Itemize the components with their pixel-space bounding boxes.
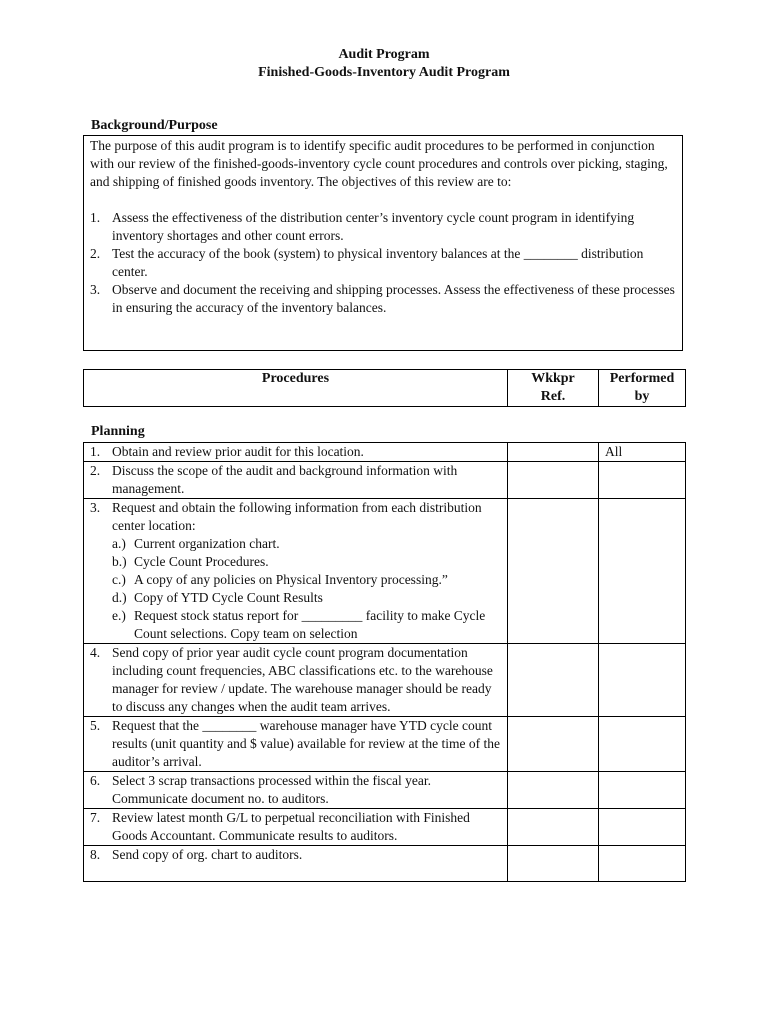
procedures-column-header: Procedures [84,370,508,407]
table-row [84,499,686,644]
performed-by-cell [599,644,686,717]
wkkpr-ref-cell [508,462,599,499]
sub-item-text: Current organization chart. [134,536,280,551]
sub-item [112,589,501,607]
purpose-intro: The purpose of this audit program is to identify specific audit procedures to be performed in conjunction with our review of the finished-goods-inventory cycle count procedures and controls over picking, staging, and shipping of finished goods inventory. The objectives of this review are to: [90,138,668,189]
page-subtitle: Finished-Goods-Inventory Audit Program [258,65,510,80]
procedure-cell [84,846,508,882]
purpose-box [83,135,683,351]
performed-by-cell [599,717,686,772]
procedure-cell [84,462,508,499]
step-text: Request and obtain the following information from each distribution center location: [112,500,482,533]
step-number: 7. [90,810,101,825]
sub-item [112,535,501,553]
performed-by-cell: All [599,443,686,462]
table-row [84,644,686,717]
sub-item-letter: d.) [112,590,127,605]
step-number: 2. [90,463,101,478]
performed-by-cell [599,846,686,882]
sub-item-letter: c.) [112,572,126,587]
objective-text: Test the accuracy of the book (system) to physical inventory balances at the ________ distribution center. [112,246,644,279]
page-title: Audit Program [338,47,430,62]
wkkpr-ref-cell [508,809,599,846]
objective-item [90,281,676,317]
wkkpr-ref-cell [508,499,599,644]
step-text: Review latest month G/L to perpetual reconciliation with Finished Goods Accountant. Communicate results to auditors. [112,810,470,843]
performed-header-line2: by [634,389,650,404]
procedure-cell [84,499,508,644]
step-text: Select 3 scrap transactions processed within the fiscal year. Communicate document no. to auditors. [112,773,432,806]
procedure-cell [84,443,508,462]
step-text: Discuss the scope of the audit and background information with management. [112,463,458,496]
step-number: 3. [90,500,101,515]
wkkpr-ref-cell [508,772,599,809]
step-text: Send copy of prior year audit cycle count program documentation including count frequencies, ABC classifications etc. to the warehouse manager for review / update. The warehouse manager should be ready to discuss any changes when the audit team arrives. [112,645,493,714]
procedures-header-table [83,369,686,407]
performed-header-line1: Performed [609,371,675,386]
sub-item-text: Request stock status report for _________ facility to make Cycle Count selections. Copy team on selection [134,608,486,641]
step-number: 8. [90,847,101,862]
sub-item-letter: e.) [112,608,126,623]
sub-item [112,607,501,643]
wkkpr-header-line2: Ref. [540,389,566,404]
sub-item-letter: b.) [112,554,127,569]
table-row [84,462,686,499]
procedure-cell [84,717,508,772]
planning-heading: Planning [91,424,145,439]
objective-number: 1. [90,210,101,225]
procedure-cell [84,644,508,717]
sub-item-list [112,535,501,643]
wkkpr-ref-column-header [508,370,599,407]
step-text: Obtain and review prior audit for this location. [112,444,364,459]
sub-item [112,571,501,589]
step-text: Send copy of org. chart to auditors. [112,847,303,862]
background-heading: Background/Purpose [91,118,218,133]
table-row [84,772,686,809]
table-row [84,809,686,846]
sub-item-text: A copy of any policies on Physical Inventory processing.” [134,572,448,587]
performed-by-cell [599,809,686,846]
wkkpr-ref-cell [508,846,599,882]
performed-by-column-header [599,370,686,407]
planning-procedures-table [83,442,686,882]
step-number: 6. [90,773,101,788]
header-row [84,370,686,407]
table-row [84,443,686,462]
table-row [84,717,686,772]
step-number: 4. [90,645,101,660]
step-text: Request that the ________ warehouse manager have YTD cycle count results (unit quantity and $ value) available for review at the time of the auditor’s arrival. [112,718,500,769]
objective-item [90,245,676,281]
performed-by-cell [599,462,686,499]
table-row [84,846,686,882]
sub-item-text: Copy of YTD Cycle Count Results [134,590,323,605]
performed-by-cell [599,499,686,644]
wkkpr-ref-cell [508,717,599,772]
wkkpr-ref-cell [508,443,599,462]
procedure-cell [84,809,508,846]
sub-item-text: Cycle Count Procedures. [134,554,269,569]
objective-number: 3. [90,282,101,297]
step-number: 5. [90,718,101,733]
procedure-cell [84,772,508,809]
objective-text: Assess the effectiveness of the distribution center’s inventory cycle count program in identifying inventory shortages and other count errors. [112,210,635,243]
performed-by-cell [599,772,686,809]
objective-item [90,209,676,245]
wkkpr-header-line1: Wkkpr [531,371,575,386]
sub-item [112,553,501,571]
sub-item-letter: a.) [112,536,126,551]
objective-text: Observe and document the receiving and shipping processes. Assess the effectiveness of these processes in ensuring the accuracy of the inventory balances. [112,282,675,315]
objectives-list [90,209,676,317]
wkkpr-ref-cell [508,644,599,717]
objective-number: 2. [90,246,101,261]
step-number: 1. [90,444,101,459]
